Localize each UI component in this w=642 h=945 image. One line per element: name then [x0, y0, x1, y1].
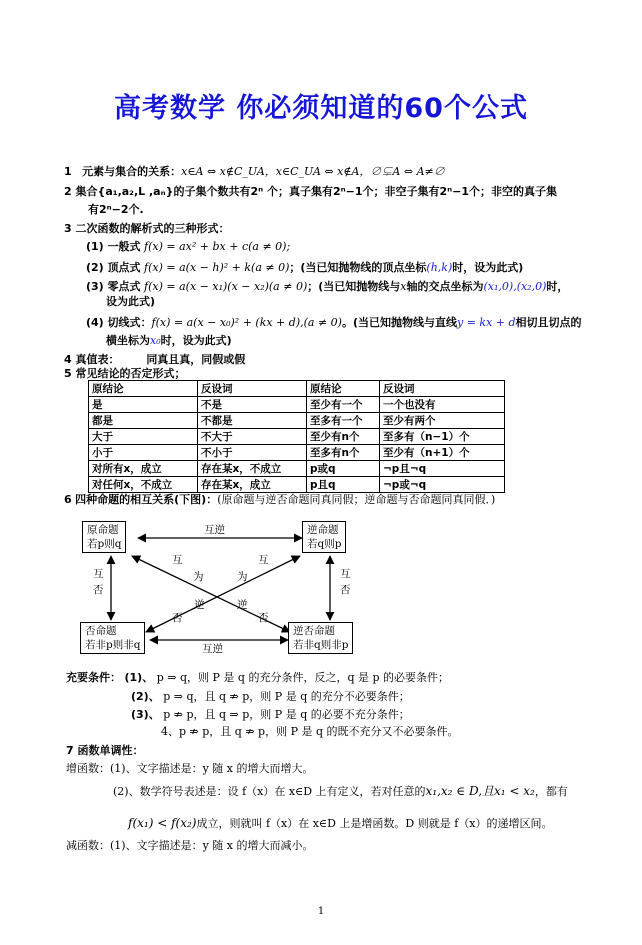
- label-diagonal-4: 否: [172, 612, 183, 624]
- box-original-title: 原命题: [87, 524, 119, 536]
- section-1-body: x∈A ⇔ x∉C_UA，x∈C_UA ⇔ x∉A，∅⊊A ⇔ A≠∅: [181, 165, 445, 178]
- condition-1-number: (1)、: [124, 671, 154, 684]
- formula-vertex-note-a: ；(当已知抛物线的顶点坐标: [289, 261, 427, 274]
- table-cell: p且q: [307, 477, 380, 493]
- page-title: 高考数学 你必须知道的60个公式: [114, 93, 528, 124]
- condition-4: 4、p ⇏ p，且 q ⇏ p，则 P 是 q 的既不充分又不必要条件。: [161, 725, 459, 738]
- label-diagonal-8: 否: [258, 612, 269, 624]
- formula-vertex-coord: (h,k): [426, 261, 453, 274]
- section-5-heading-text: 常见结论的否定形式；: [75, 367, 186, 380]
- formula-zero-label: (3) 零点式: [86, 280, 141, 293]
- condition-3: [131, 708, 410, 722]
- increasing-text-1: (1)、文字描述是：y 随 x 的增大而增大。: [110, 762, 314, 775]
- table-cell: p或q: [307, 461, 380, 477]
- table-cell: 是: [89, 397, 198, 413]
- section-2-line-1: 集合{a₁,a₂,L ,aₙ}的子集个数共有2ⁿ 个；真子集有2ⁿ−1个；非空子集有2ⁿ−1个；非空的真子集: [75, 185, 558, 198]
- formula-vertex-label: (2) 顶点式: [86, 261, 141, 274]
- formula-tangent-note-a: 。(当已知抛物线与直线: [341, 316, 457, 329]
- table-cell: 大于: [89, 429, 198, 445]
- section-7-heading: [66, 744, 144, 758]
- section-3-number: 3: [64, 222, 72, 235]
- table-cell: 不小于: [198, 445, 307, 461]
- condition-1: [66, 671, 449, 685]
- section-6-heading-text: 四种命题的相互关系(下图)：: [75, 493, 218, 506]
- increasing-definition-3: [128, 816, 552, 831]
- condition-2-number: (2)、: [131, 690, 160, 703]
- box-contrapositive-proposition: [288, 622, 353, 654]
- section-2-line-2: 有2ⁿ−2个.: [88, 203, 144, 216]
- table-cell: 不大于: [198, 429, 307, 445]
- table-cell: 都是: [89, 413, 198, 429]
- box-contrapositive-title: 逆否命题: [293, 625, 335, 637]
- formula-zero-note-b: 轴的交点坐标为: [406, 280, 484, 293]
- formula-vertex-math: f(x) = a(x − h)² + k(a ≠ 0): [144, 261, 290, 274]
- increasing-definition-2: [113, 784, 568, 799]
- condition-2-text: p ⇒ q，且 q ⇏ p，则 P 是 q 的充分不必要条件；: [163, 690, 410, 703]
- table-cell: 不是: [198, 397, 307, 413]
- section-6-number: 6: [64, 493, 72, 506]
- section-1-label: 元素与集合的关系：: [82, 165, 182, 178]
- section-7-number: 7: [66, 744, 74, 757]
- box-original-form: 若p则q: [87, 538, 122, 550]
- formula-general-math: f(x) = ax² + bx + c(a ≠ 0);: [144, 240, 291, 253]
- table-header-cell: 反设词: [198, 381, 307, 397]
- formula-zero-note-d: 设为此式): [106, 295, 156, 308]
- formula-tangent-math: f(x) = a(x − x₀)² + (kx + d),(a ≠ 0): [151, 316, 342, 329]
- label-diagonal-5: 互: [258, 554, 269, 566]
- condition-label: 充要条件：: [66, 671, 121, 684]
- formula-tangent-note-d: 时，设为此式): [160, 334, 232, 347]
- box-inverse-form: 若非p则非q: [85, 639, 141, 651]
- increasing-math: x₁,x₂ ∈ D,且x₁ < x₂: [425, 784, 535, 798]
- increasing-definition-1: [66, 762, 314, 776]
- box-inverse-proposition: [80, 622, 145, 654]
- formula-tangent-x0: x₀: [150, 334, 161, 347]
- increasing-label: 增函数：: [66, 762, 110, 775]
- formula-tangent-line: y = kx + d: [456, 316, 516, 329]
- condition-3-text: p ⇏ p，且 q ⇒ p，则 P 是 q 的必要不充分条件；: [163, 708, 410, 721]
- box-converse-title: 逆命题: [307, 524, 339, 536]
- increasing-inequality: f(x₁) < f(x₂): [128, 816, 197, 830]
- increasing-text-3: 成立，则就叫 f（x）在 x∈D 上是增函数。D 则就是 f（x）的递增区间。: [196, 817, 553, 830]
- box-converse-form: 若q则p: [307, 538, 342, 550]
- formula-zero-note-a: ；(当已知抛物线与: [307, 280, 401, 293]
- label-left-inverse-2: 否: [93, 584, 104, 596]
- formula-zero-note-c: 时，: [546, 280, 569, 293]
- decreasing-text-1: (1)、文字描述是：y 随 x 的增大而减小。: [110, 839, 314, 852]
- formula-vertex-note-b: 时，设为此式): [452, 261, 524, 274]
- formula-general-label: (1) 一般式: [86, 240, 141, 253]
- label-diagonal-1: 互: [172, 554, 183, 566]
- section-7-heading-text: 函数单调性：: [77, 744, 144, 757]
- increasing-text-2a: (2)、数学符号表述是：设 f（x）在 x∈D 上有定义，若对任意的: [113, 785, 426, 798]
- arrow-diagonal-2: [146, 556, 300, 632]
- table-cell: 一个也没有: [380, 397, 505, 413]
- box-original-proposition: [82, 521, 126, 553]
- section-5-number: 5: [64, 367, 72, 380]
- section-6-note: (原命题与逆否命题同真同假；逆命题与否命题同真同假．): [217, 493, 496, 506]
- formula-tangent-note-c: 横坐标为: [106, 334, 150, 347]
- condition-3-number: (3)、: [131, 708, 160, 721]
- box-converse-proposition: [302, 521, 346, 553]
- label-right-inverse-2: 否: [340, 584, 351, 596]
- label-bottom-converse: 互逆: [202, 643, 223, 655]
- table-header-cell: 原结论: [89, 381, 198, 397]
- table-header-cell: 反设词: [380, 381, 505, 397]
- section-4-body: 同真且真，同假或假: [146, 353, 246, 366]
- section-4-number: 4: [64, 353, 72, 366]
- formula-zero-coord: (x₁,0),(x₂,0): [483, 280, 547, 293]
- section-1-number: 1: [64, 165, 72, 178]
- box-contrapositive-form: 若非q则非p: [293, 639, 349, 651]
- formula-tangent-label: (4) 切线式：: [86, 316, 152, 329]
- section-4-label: 真值表：: [75, 353, 120, 366]
- increasing-text-2b: ，都有: [534, 785, 568, 798]
- decreasing-label: 减函数：: [66, 839, 110, 852]
- decreasing-definition-1: [66, 839, 314, 853]
- label-right-inverse-1: 互: [340, 568, 351, 580]
- table-cell: 不都是: [198, 413, 307, 429]
- table-cell: 至少有两个: [380, 413, 505, 429]
- page-number: 1: [317, 906, 325, 917]
- table-header-cell: 原结论: [307, 381, 380, 397]
- box-inverse-title: 否命题: [85, 625, 117, 637]
- table-cell: 小于: [89, 445, 198, 461]
- table-cell: 至多有n个: [307, 445, 380, 461]
- table-cell: 至少有（n+1）个: [380, 445, 505, 461]
- label-left-inverse-1: 互: [93, 568, 104, 580]
- label-diagonal-7: 逆: [237, 599, 248, 611]
- table-cell: 对所有x，成立: [89, 461, 198, 477]
- section-3-heading-text: 二次函数的解析式的三种形式：: [75, 222, 230, 235]
- formula-tangent-note-b: 相切且切点的: [515, 316, 582, 329]
- table-cell: 存在某x，成立: [198, 477, 307, 493]
- table-cell: 至少有一个: [307, 397, 380, 413]
- table-cell: 至多有一个: [307, 413, 380, 429]
- table-cell: 对任何x，不成立: [89, 477, 198, 493]
- table-cell: 至多有（n−1）个: [380, 429, 505, 445]
- section-2-number: 2: [64, 185, 72, 198]
- table-cell: 至少有n个: [307, 429, 380, 445]
- table-cell: ¬p且¬q: [380, 461, 505, 477]
- formula-zero-note-x: x: [400, 280, 407, 293]
- formula-zero-math: f(x) = a(x − x₁)(x − x₂)(a ≠ 0): [144, 280, 308, 293]
- condition-1-text: p ⇒ q，则 P 是 q 的充分条件，反之，q 是 p 的必要条件；: [156, 671, 450, 684]
- label-diagonal-2: 为: [193, 571, 204, 583]
- label-top-converse: 互逆: [204, 524, 225, 536]
- table-cell: 存在某x，不成立: [198, 461, 307, 477]
- table-cell: ¬p或¬q: [380, 477, 505, 493]
- label-diagonal-3: 逆: [194, 599, 205, 611]
- label-diagonal-6: 为: [237, 571, 248, 583]
- condition-2: [131, 690, 410, 704]
